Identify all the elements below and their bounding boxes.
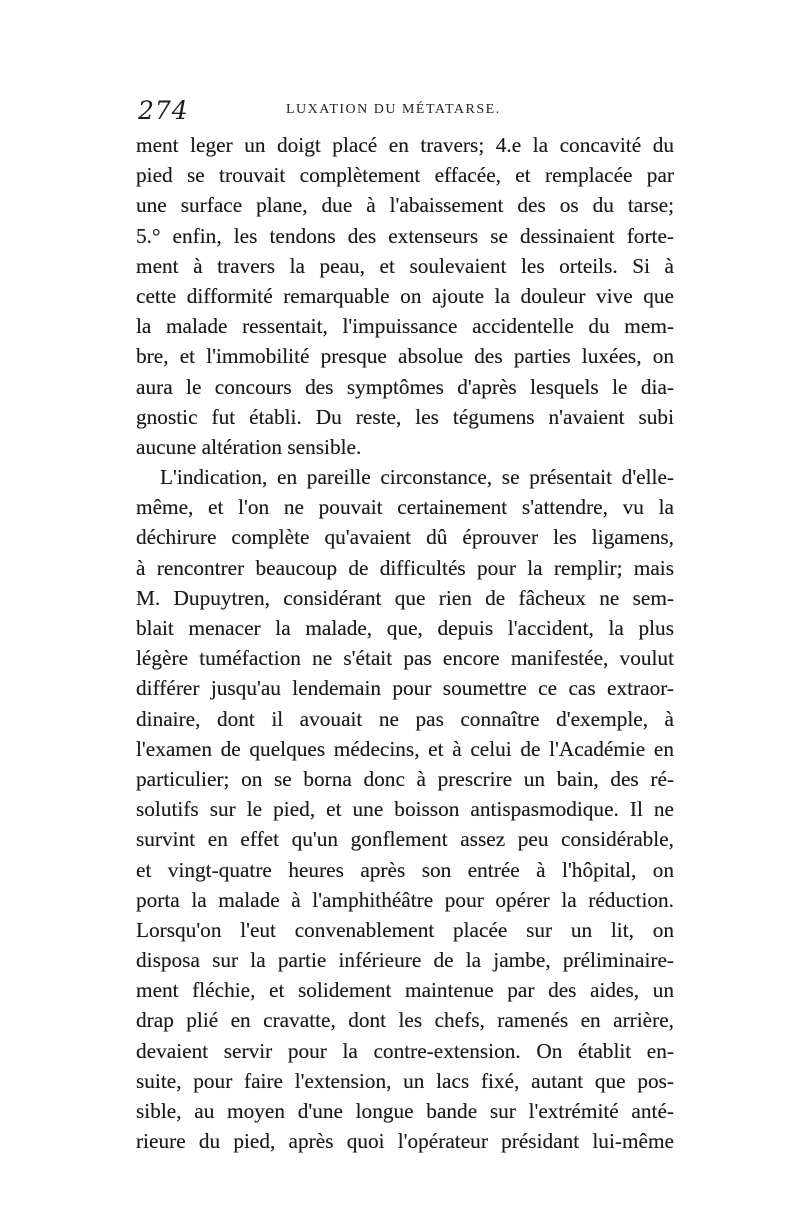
body-text xyxy=(136,130,674,1156)
text-line: déchirure complète qu'avaient dû éprouver les ligamens, xyxy=(136,525,674,550)
paragraph-start-line: L'indication, en pareille circonstance, se présentait d'elle- xyxy=(160,465,674,490)
text-line: ment leger un doigt placé en travers; 4.e la concavité du xyxy=(136,133,674,157)
text-line: ment à travers la peau, et soulevaient les orteils. Si à xyxy=(136,253,674,278)
text-line: légère tuméfaction ne s'était pas encore manifestée, voulut xyxy=(136,646,674,671)
text-line: dinaire, dont il avouait ne pas connaître d'exemple, à xyxy=(136,706,674,731)
text-line: survint en effet qu'un gonflement assez peu considérable, xyxy=(136,827,674,852)
text-line: aucune altération sensible. xyxy=(136,434,362,459)
text-line: aura le concours des symptômes d'après lesquels le dia- xyxy=(136,374,674,399)
text-line: la malade ressentait, l'impuissance accidentelle du mem- xyxy=(136,314,674,339)
text-line: devaient servir pour la contre-extension. On établit en- xyxy=(136,1038,674,1063)
text-line: 5.° enfin, les tendons des extenseurs se dessinaient forte- xyxy=(136,223,674,248)
text-line: ment fléchie, et solidement maintenue par des aides, un xyxy=(136,978,674,1003)
text-line: cette difformité remarquable on ajoute la douleur vive que xyxy=(136,283,674,308)
text-line: Lorsqu'on l'eut convenablement placée sur un lit, on xyxy=(136,917,674,942)
page-number: 274 xyxy=(138,96,189,125)
text-line: l'examen de quelques médecins, et à celui de l'Académie en xyxy=(136,736,674,761)
text-line: à rencontrer beaucoup de difficultés pour la remplir; mais xyxy=(136,555,674,580)
text-line: disposa sur la partie inférieure de la jambe, préliminaire- xyxy=(136,948,674,973)
text-line: pied se trouvait complètement effacée, et remplacée par xyxy=(136,163,674,188)
text-line: différer jusqu'au lendemain pour soumettre ce cas extraor- xyxy=(136,676,674,701)
text-line: M. Dupuytren, considérant que rien de fâcheux ne sem- xyxy=(136,585,674,610)
text-line: porta la malade à l'amphithéâtre pour opérer la réduction. xyxy=(136,887,674,912)
text-line: rieure du pied, après quoi l'opérateur présidant lui-même xyxy=(136,1129,674,1154)
text-line: suite, pour faire l'extension, un lacs fixé, autant que pos- xyxy=(136,1068,674,1093)
text-line: une surface plane, due à l'abaissement des os du tarse; xyxy=(136,193,674,218)
text-line: particulier; on se borna donc à prescrire un bain, des ré- xyxy=(136,766,674,791)
text-line: sible, au moyen d'une longue bande sur l'extrémité anté- xyxy=(136,1099,674,1123)
text-line: bre, et l'immobilité presque absolue des parties luxées, on xyxy=(136,344,674,369)
text-line: solutifs sur le pied, et une boisson antispasmodique. Il ne xyxy=(136,797,674,822)
text-line: même, et l'on ne pouvait certainement s'attendre, vu la xyxy=(136,495,674,520)
page-header xyxy=(138,96,673,126)
text-line: et vingt-quatre heures après son entrée à l'hôpital, on xyxy=(136,857,674,882)
text-line: drap plié en cravatte, dont les chefs, ramenés en arrière, xyxy=(136,1008,674,1033)
running-title: LUXATION DU MÉTATARSE. xyxy=(286,102,501,117)
text-line: blait menacer la malade, que, depuis l'accident, la plus xyxy=(136,616,674,640)
text-line: gnostic fut établi. Du reste, les tégumens n'avaient subi xyxy=(136,404,674,429)
